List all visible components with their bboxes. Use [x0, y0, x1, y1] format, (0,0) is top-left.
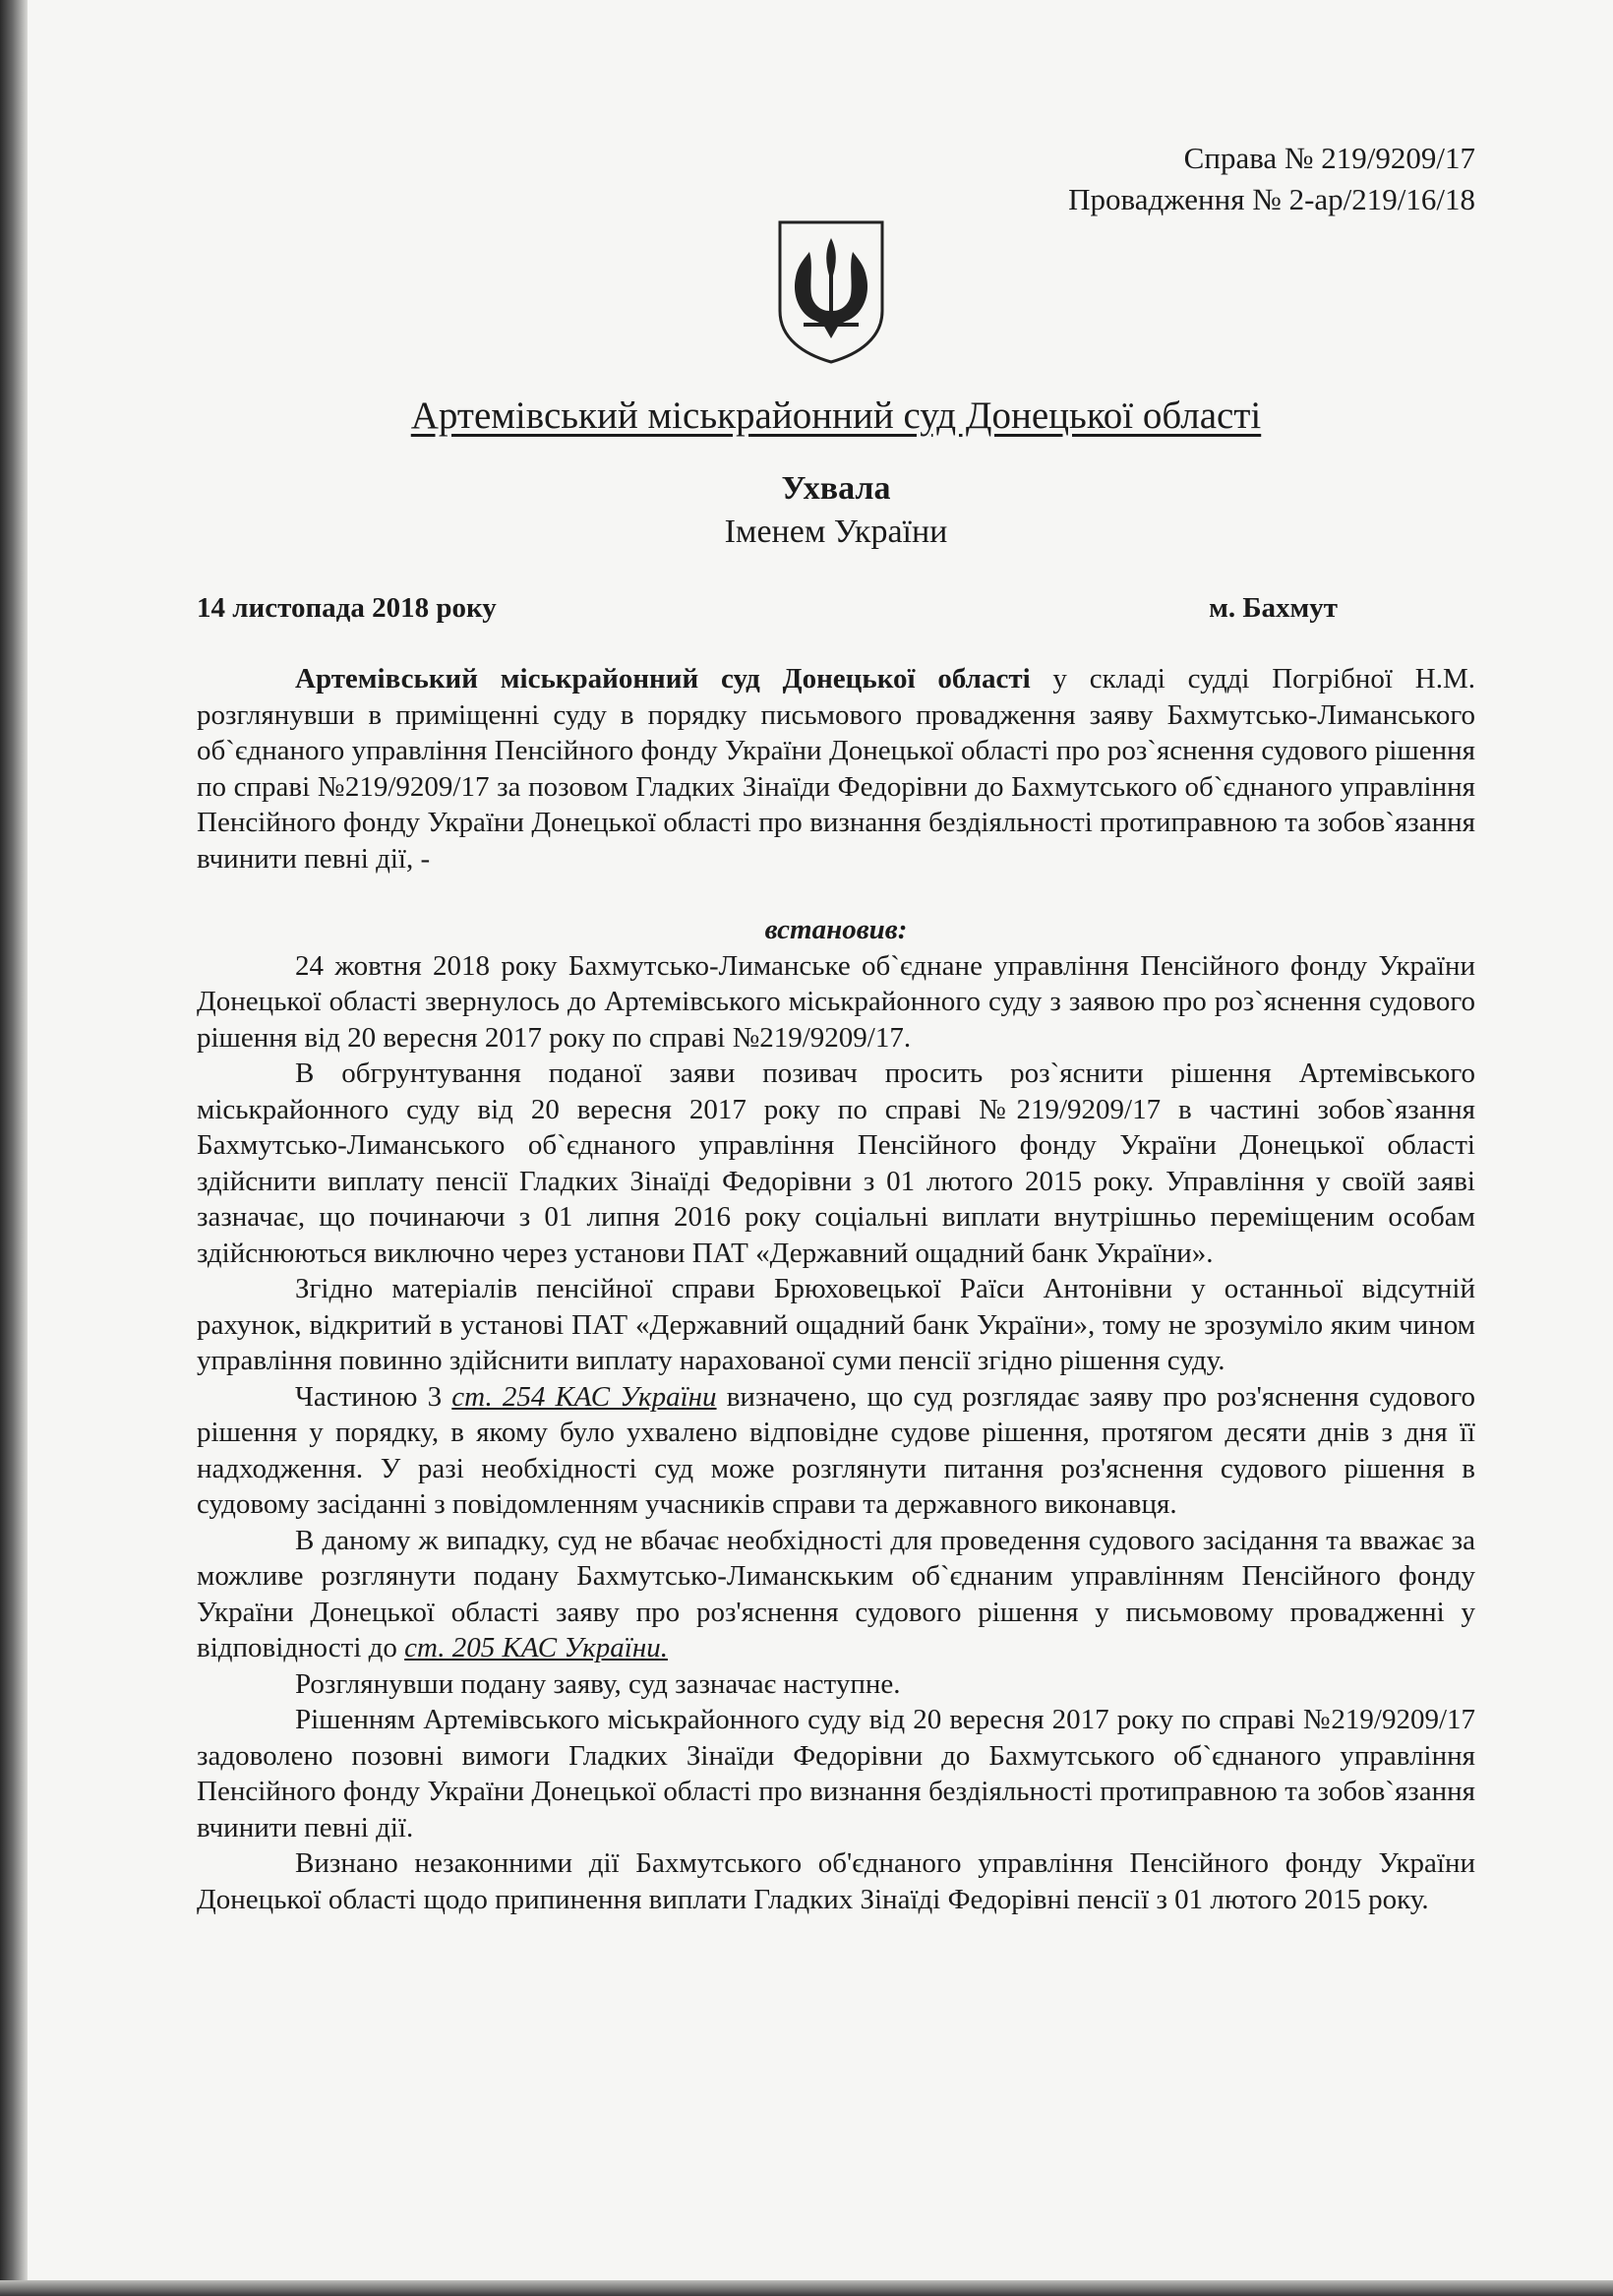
law-reference-link[interactable]: ст. 205 КАС України. — [404, 1632, 668, 1663]
case-info — [1068, 138, 1475, 220]
paragraph-2: В обгрунтування поданої заяви позивач просить роз`яснити рішення Артемівського міськрайонного суду від 20 вересня 2017 року по справі №219/9209/17 в частині зобов`язання Бахмутсько-Лиманського об`єднаного управління Пенсійного фонду України Донецької області здійснити виплату пенсії Гладких Зінаїді Федорівни з 01 лютого 2015 року. Управління у своїй заяві зазначає, що починаючи з 01 липня 2016 року соціальні виплати внутрішньо переміщеним особам здійснюються виключно через установи ПАТ «Державний ощадний банк України». — [197, 1057, 1475, 1269]
date-line — [197, 592, 1338, 625]
document-type: Ухвала — [781, 470, 891, 507]
coat-of-arms-icon — [774, 216, 888, 366]
paragraph-6: Розглянувши подану заяву, суд зазначає наступне. — [295, 1667, 901, 1700]
document-subtitle: Іменем України — [724, 514, 948, 550]
scan-edge-shadow — [0, 0, 28, 2296]
decision-city: м. Бахмут — [1209, 592, 1338, 624]
paragraph-1: 24 жовтня 2018 року Бахмутсько-Лиманське об`єднане управління Пенсійного фонду України Донецької області звернулось до Артемівського міськрайонного суду з заявою про роз`яснення судового рішення від 20 вересня 2017 року по справі №219/9209/17. — [197, 949, 1475, 1054]
document-page — [197, 0, 1475, 2296]
paragraph-5-start: В даному ж випадку, суд не вбачає необхідності для проведення судового засідання та вважає за можливе розглянути подану Бахмутсько-Лиманскьким об`єднаним управлінням Пенсійного фонду України Донецької області заяву про роз'яснення судового рішення у письмовому провадженні у відповідності до — [197, 1524, 1475, 1663]
paragraph-4-end: визначено, що суд розглядає заяву про роз'яснення судового рішення у порядку, в якому було ухвалено відповідне судове рішення, протягом десяти днів з дня її надходження. У разі необхідності суд може розглянути питання роз'яснення судового рішення в судовому засіданні з повідомленням учасників справи та державного виконавця. — [197, 1380, 1476, 1520]
paragraph-3: Згідно матеріалів пенсійної справи Брюховецької Раїси Антонівни у останньої відсутній рахунок, відкритий в установі ПАТ «Державний ощадний банк України», тому не зрозуміло яким чином управління повинно здійснити виплату нарахованої суми пенсії згідно рішення суду. — [197, 1273, 1475, 1376]
paragraph-5 — [197, 1523, 1475, 1666]
proceeding-number: Провадження № 2-ар/219/16/18 — [1068, 182, 1475, 216]
decision-date: 14 листопада 2018 року — [197, 592, 497, 624]
paragraph-4-start: Частиною 3 — [295, 1380, 452, 1413]
paragraph-8: Визнано незаконними дії Бахмутського об'єднаного управління Пенсійного фонду України Донецької області щодо припинення виплати Гладких Зінаїді Федорівні пенсії з 01 лютого 2015 року. — [197, 1847, 1475, 1915]
intro-paragraph — [197, 661, 1475, 876]
intro-text: у складі судді Погрібної Н.М. розглянувши в приміщенні суду в порядку письмового провадження заяву Бахмутсько-Лиманського об`єднаного управління Пенсійного фонду України Донецької області про роз`яснення судового рішення по справі №219/9209/17 за позовом Гладких Зінаїди Федорівни до Бахмутського об`єднаного управління Пенсійного фонду України Донецької області про визнання бездіяльності протиправною та зобов`язання вчинити певні дії, - — [197, 663, 1475, 875]
document-body — [197, 661, 1475, 1917]
intro-lead: Артемівський міськрайонний суд Донецької області — [295, 663, 1031, 695]
case-number: Справа № 219/9209/17 — [1183, 141, 1475, 175]
law-reference-link[interactable]: ст. 254 КАС України — [451, 1380, 717, 1413]
paragraph-4 — [197, 1379, 1475, 1523]
section-heading: встановив: — [764, 914, 908, 945]
court-title: Артемівський міськрайонний суд Донецької області — [410, 394, 1262, 437]
paragraph-7: Рішенням Артемівського міськрайонного суду від 20 вересня 2017 року по справі №219/9209/17 задоволено позовні вимоги Гладких Зінаїди Федорівни до Бахмутського об`єднаного управління Пенсійного фонду України Донецької області про визнання бездіяльності протиправною та зобов`язання вчинити певні дії. — [197, 1704, 1475, 1843]
